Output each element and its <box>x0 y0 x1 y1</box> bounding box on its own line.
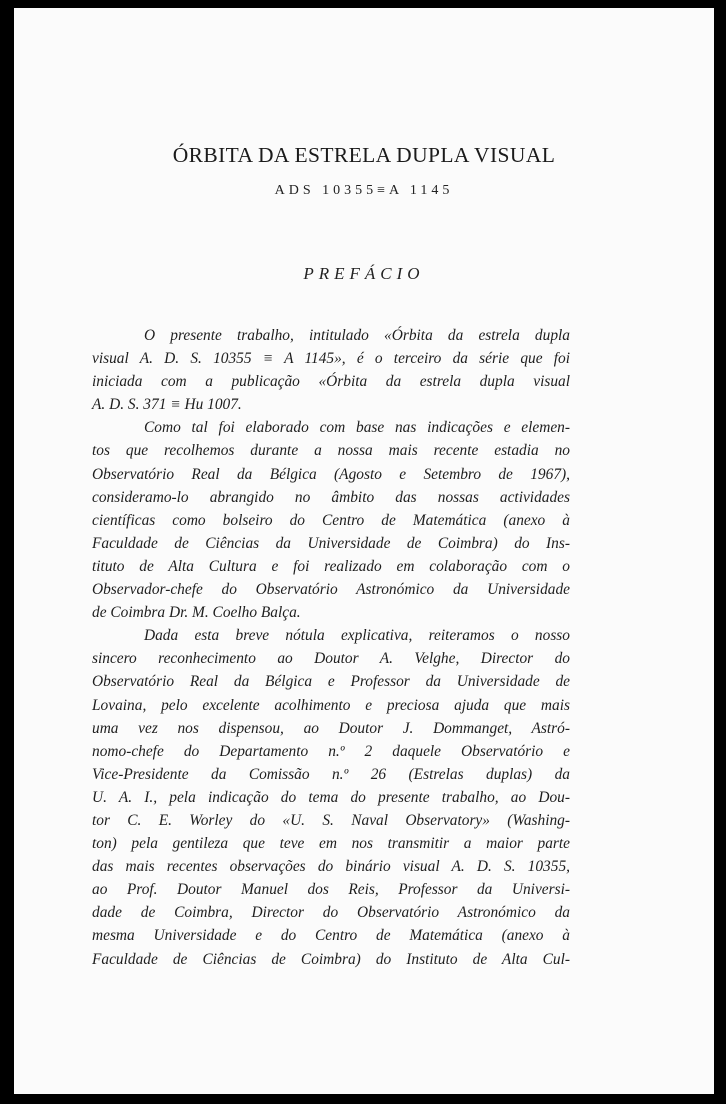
text-line: U. A. I., pela indicação do tema do presente trabalho, ao Dou- <box>92 788 570 806</box>
text-line: Faculdade de Ciências da Universidade de Coimbra) do Ins- <box>92 534 570 552</box>
text-line: de Coimbra Dr. M. Coelho Balça. <box>92 604 301 622</box>
text-line: Observador-chefe do Observatório Astronómico da Universidade <box>92 581 570 599</box>
text-line: científicas como bolseiro do Centro de Matemática (anexo à <box>92 511 570 529</box>
text-line: Observatório Real da Bélgica (Agosto e Setembro de 1967), <box>92 465 570 483</box>
text-line: Vice-Presidente da Comissão n.º 26 (Estrelas duplas) da <box>92 765 570 783</box>
text-line: iniciada com a publicação «Órbita da estrela dupla visual <box>92 373 570 391</box>
text-line: Como tal foi elaborado com base nas indicações e elemen- <box>144 419 570 437</box>
text-line: Faculdade de Ciências de Coimbra) do Instituto de Alta Cul- <box>92 950 570 968</box>
text-line: visual A. D. S. 10355 ≡ A 1145», é o terceiro da série que foi <box>92 350 570 368</box>
text-line: nomo-chefe do Departamento n.º 2 daquele Observatório e <box>92 742 570 760</box>
text-line: mesma Universidade e do Centro de Matemática (anexo à <box>92 927 570 945</box>
document-page <box>14 8 714 1094</box>
text-line: sincero reconhecimento ao Doutor A. Velghe, Director do <box>92 650 570 668</box>
document-title: ÓRBITA DA ESTRELA DUPLA VISUAL <box>172 143 556 167</box>
text-line: Dada esta breve nótula explicativa, reiteramos o nosso <box>144 627 570 645</box>
text-line: ao Prof. Doutor Manuel dos Reis, Professor da Universi- <box>92 881 570 899</box>
section-heading: PREFÁCIO <box>303 264 425 283</box>
text-line: Lovaina, pelo excelente acolhimento e preciosa ajuda que mais <box>92 696 570 714</box>
text-line: A. D. S. 371 ≡ Hu 1007. <box>92 396 242 414</box>
text-line: O presente trabalho, intitulado «Órbita da estrela dupla <box>144 327 570 344</box>
text-line: ton) pela gentileza que teve em nos transmitir a maior parte <box>92 835 570 853</box>
document-subtitle: ADS 10355≡A 1145 <box>274 183 454 198</box>
text-line: Observatório Real da Bélgica e Professor da Universidade de <box>92 673 570 691</box>
text-line: tituto de Alta Cultura e foi realizado em colaboração com o <box>92 557 570 575</box>
text-line: dade de Coimbra, Director do Observatório Astronómico da <box>92 904 570 922</box>
text-line: uma vez nos dispensou, ao Doutor J. Dommanget, Astró- <box>92 719 570 737</box>
text-line: das mais recentes observações do binário visual A. D. S. 10355, <box>92 858 570 876</box>
text-line: tor C. E. Worley do «U. S. Naval Observatory» (Washing- <box>92 811 570 829</box>
text-line: tos que recolhemos durante a nossa mais recente estadia no <box>92 442 570 460</box>
text-line: consideramo-lo abrangido no âmbito das nossas actividades <box>92 488 570 506</box>
preface-body <box>92 324 570 971</box>
